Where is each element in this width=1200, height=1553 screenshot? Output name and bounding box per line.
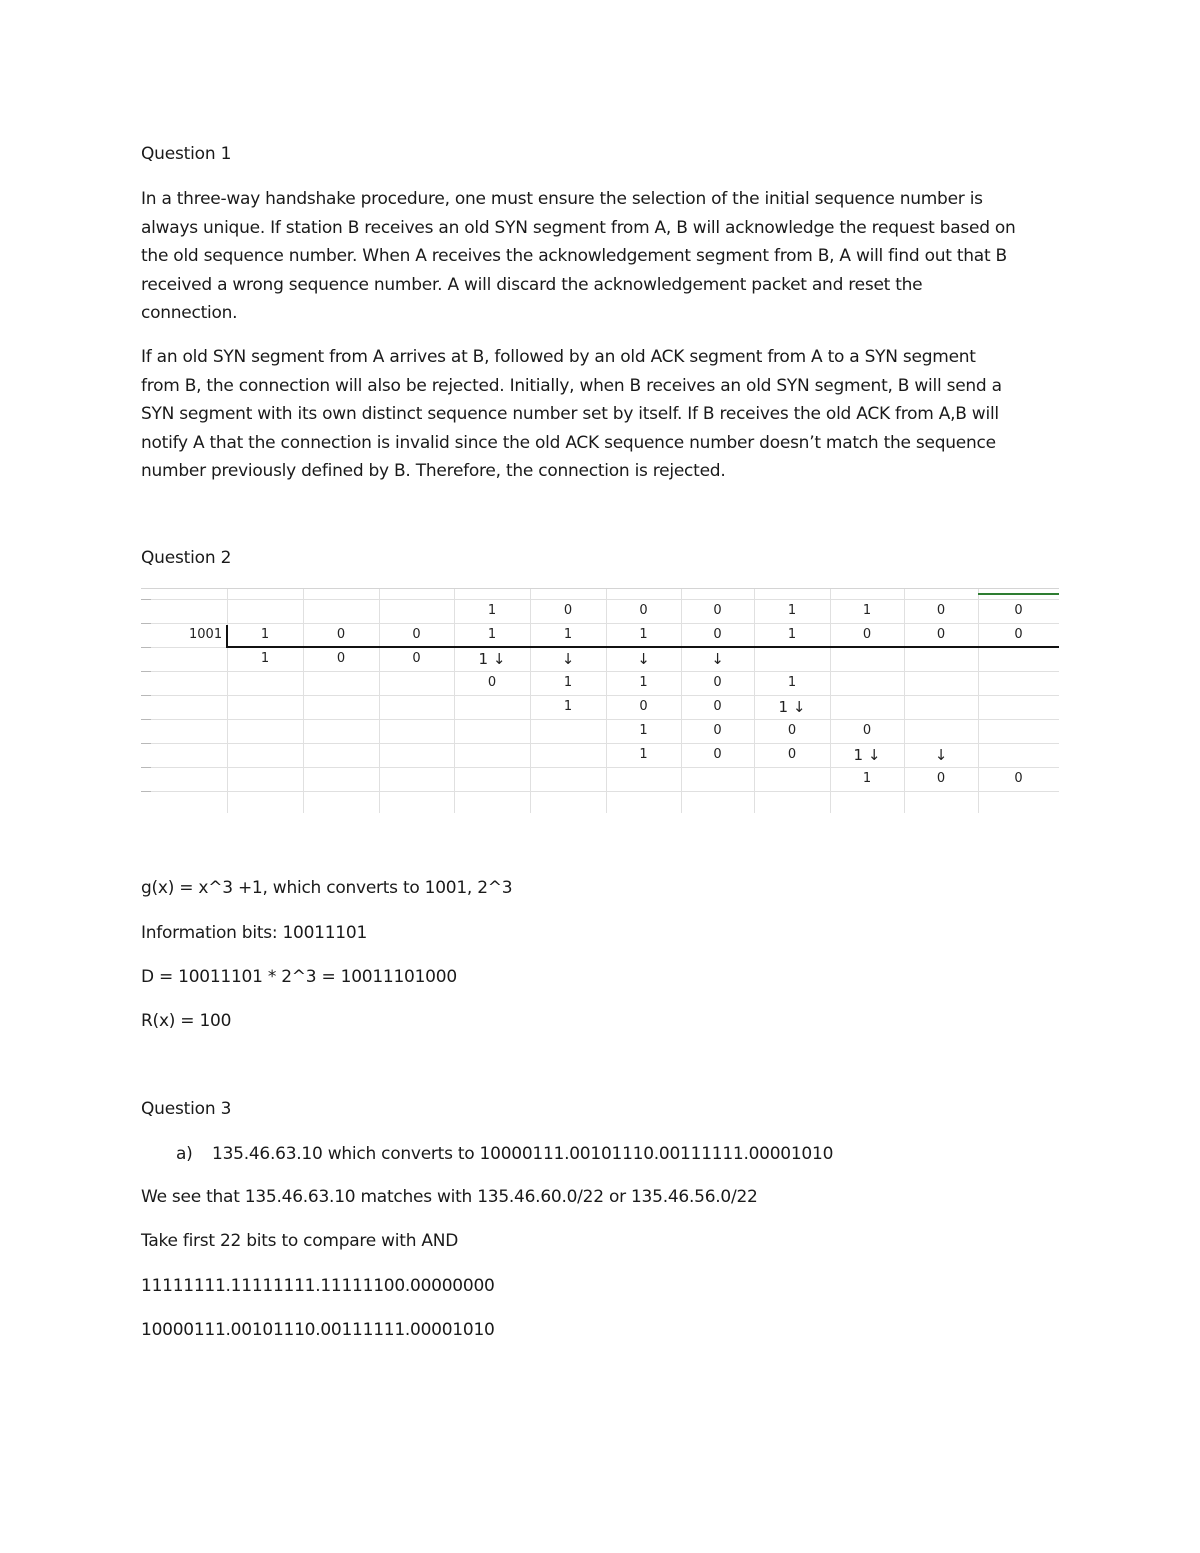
bit-cell: 1: [487, 603, 497, 618]
generator-line: g(x) = x^3 +1, which converts to 1001, 2^3: [141, 878, 513, 898]
bit-cell: 0: [713, 675, 722, 690]
grid-row-line: [141, 599, 1059, 600]
grid-row-line: [141, 671, 1059, 672]
question-2-heading: Question 2: [141, 548, 232, 568]
bit-cell: 0: [936, 771, 946, 786]
bit-cell: 1: [563, 699, 573, 714]
bit-cell: 0: [487, 675, 497, 690]
bit-cell: 0: [1014, 627, 1023, 642]
ip-binary-line: 10000111.00101110.00111111.00001010: [141, 1320, 495, 1340]
bit-cell: 1: [862, 771, 872, 786]
text-line: notify A that the connection is invalid since the old ACK sequence number doesn’t match the sequence: [141, 432, 996, 453]
bit-cell: 1: [787, 603, 797, 618]
bit-cell: 0: [1014, 771, 1023, 786]
bit-cell: 0: [563, 603, 573, 618]
item-a-label: a): [176, 1144, 193, 1164]
bit-cell: 1: [862, 603, 872, 618]
bit-cell: 1: [787, 675, 797, 690]
arrow-down-cell: 1 ↓: [478, 650, 506, 668]
text-line: always unique. If station B receives an old SYN segment from A, B will acknowledge the request based on: [141, 217, 1016, 238]
bit-cell: 0: [936, 627, 946, 642]
row-header-tick: [141, 719, 151, 720]
question-3-heading: Question 3: [141, 1099, 232, 1119]
bit-cell: 0: [862, 723, 872, 738]
row-header-tick: [141, 623, 151, 624]
grid-row-line: [141, 623, 1059, 624]
text-line: If an old SYN segment from A arrives at B, followed by an old ACK segment from A to a SYN segment: [141, 347, 976, 367]
row-header-tick: [141, 671, 151, 672]
bit-cell: 0: [713, 699, 722, 714]
grid-row-line: [141, 695, 1059, 696]
selected-cell-indicator: [978, 593, 1059, 595]
bit-cell: 0: [412, 627, 421, 642]
bit-cell: 0: [713, 747, 722, 762]
match-line: We see that 135.46.63.10 matches with 135.46.60.0/22 or 135.46.56.0/22: [141, 1187, 758, 1207]
bit-cell: 0: [936, 603, 946, 618]
bit-cell: 0: [336, 627, 346, 642]
bit-cell: 1: [563, 627, 573, 642]
grid-row-line: [141, 743, 1059, 744]
text-line: the old sequence number. When A receives the acknowledgement segment from B, A will find out that B: [141, 246, 1007, 266]
text-line: number previously defined by B. Therefore, the connection is rejected.: [141, 461, 726, 481]
bit-cell: 0: [1014, 603, 1023, 618]
bit-cell: 1: [260, 651, 270, 666]
row-header-tick: [141, 767, 151, 768]
bit-cell: 0: [713, 627, 722, 642]
bit-cell: 0: [713, 723, 722, 738]
bit-cell: 1: [563, 675, 573, 690]
row-header-tick: [141, 599, 151, 600]
text-line: In a three-way handshake procedure, one must ensure the selection of the initial sequence number is: [141, 189, 983, 209]
bit-cell: 1: [639, 675, 648, 690]
row-header-tick: [141, 695, 151, 696]
item-a-text: 135.46.63.10 which converts to 10000111.00101110.00111111.00001010: [212, 1144, 834, 1164]
bit-cell: 1001: [189, 627, 223, 642]
bit-cell: 0: [787, 723, 797, 738]
subnet-mask-line: 11111111.11111111.11111100.00000000: [141, 1276, 495, 1296]
text-line: from B, the connection will also be rejected. Initially, when B receives an old SYN segment, B will send a: [141, 375, 1002, 396]
question-1-paragraph-2: [141, 343, 1071, 486]
information-bits-line: Information bits: 10011101: [141, 923, 368, 943]
question-1-heading: Question 1: [141, 144, 232, 164]
text-line: SYN segment with its own distinct sequence number set by itself. If B receives the old ACK from A,B will: [141, 404, 999, 424]
bit-cell: 0: [639, 603, 648, 618]
arrow-down-cell: 1 ↓: [853, 746, 881, 764]
bit-cell: 0: [336, 651, 346, 666]
text-line: connection.: [141, 303, 238, 323]
bit-cell: 0: [412, 651, 421, 666]
question-1-paragraph-1: [141, 185, 1071, 328]
bit-cell: 1: [639, 747, 648, 762]
d-value-line: D = 10011101 * 2^3 = 10011101000: [141, 967, 457, 987]
grid-row-line: [141, 719, 1059, 720]
row-header-tick: [141, 791, 151, 792]
text-line: received a wrong sequence number. A will discard the acknowledgement packet and reset the: [141, 274, 923, 295]
grid-row-line: [141, 791, 1059, 792]
spreadsheet-division-table: [141, 588, 1059, 813]
bit-cell: 0: [713, 603, 722, 618]
division-bracket-vertical: [226, 625, 228, 647]
bit-cell: 0: [862, 627, 872, 642]
bit-cell: 1: [639, 627, 648, 642]
arrow-down-cell: ↓: [934, 746, 948, 764]
row-header-tick: [141, 743, 151, 744]
grid-row-line: [141, 767, 1059, 768]
row-header-tick: [141, 647, 151, 648]
bit-cell: 1: [639, 723, 648, 738]
arrow-down-cell: ↓: [637, 650, 650, 668]
bit-cell: 0: [787, 747, 797, 762]
remainder-line: R(x) = 100: [141, 1011, 232, 1031]
arrow-down-cell: 1 ↓: [778, 698, 806, 716]
arrow-down-cell: ↓: [561, 650, 575, 668]
compare-instruction-line: Take first 22 bits to compare with AND: [141, 1231, 459, 1251]
bit-cell: 1: [260, 627, 270, 642]
division-bracket-horizontal: [226, 646, 1059, 648]
bit-cell: 1: [487, 627, 497, 642]
bit-cell: 0: [639, 699, 648, 714]
arrow-down-cell: ↓: [711, 650, 724, 668]
bit-cell: 1: [787, 627, 797, 642]
